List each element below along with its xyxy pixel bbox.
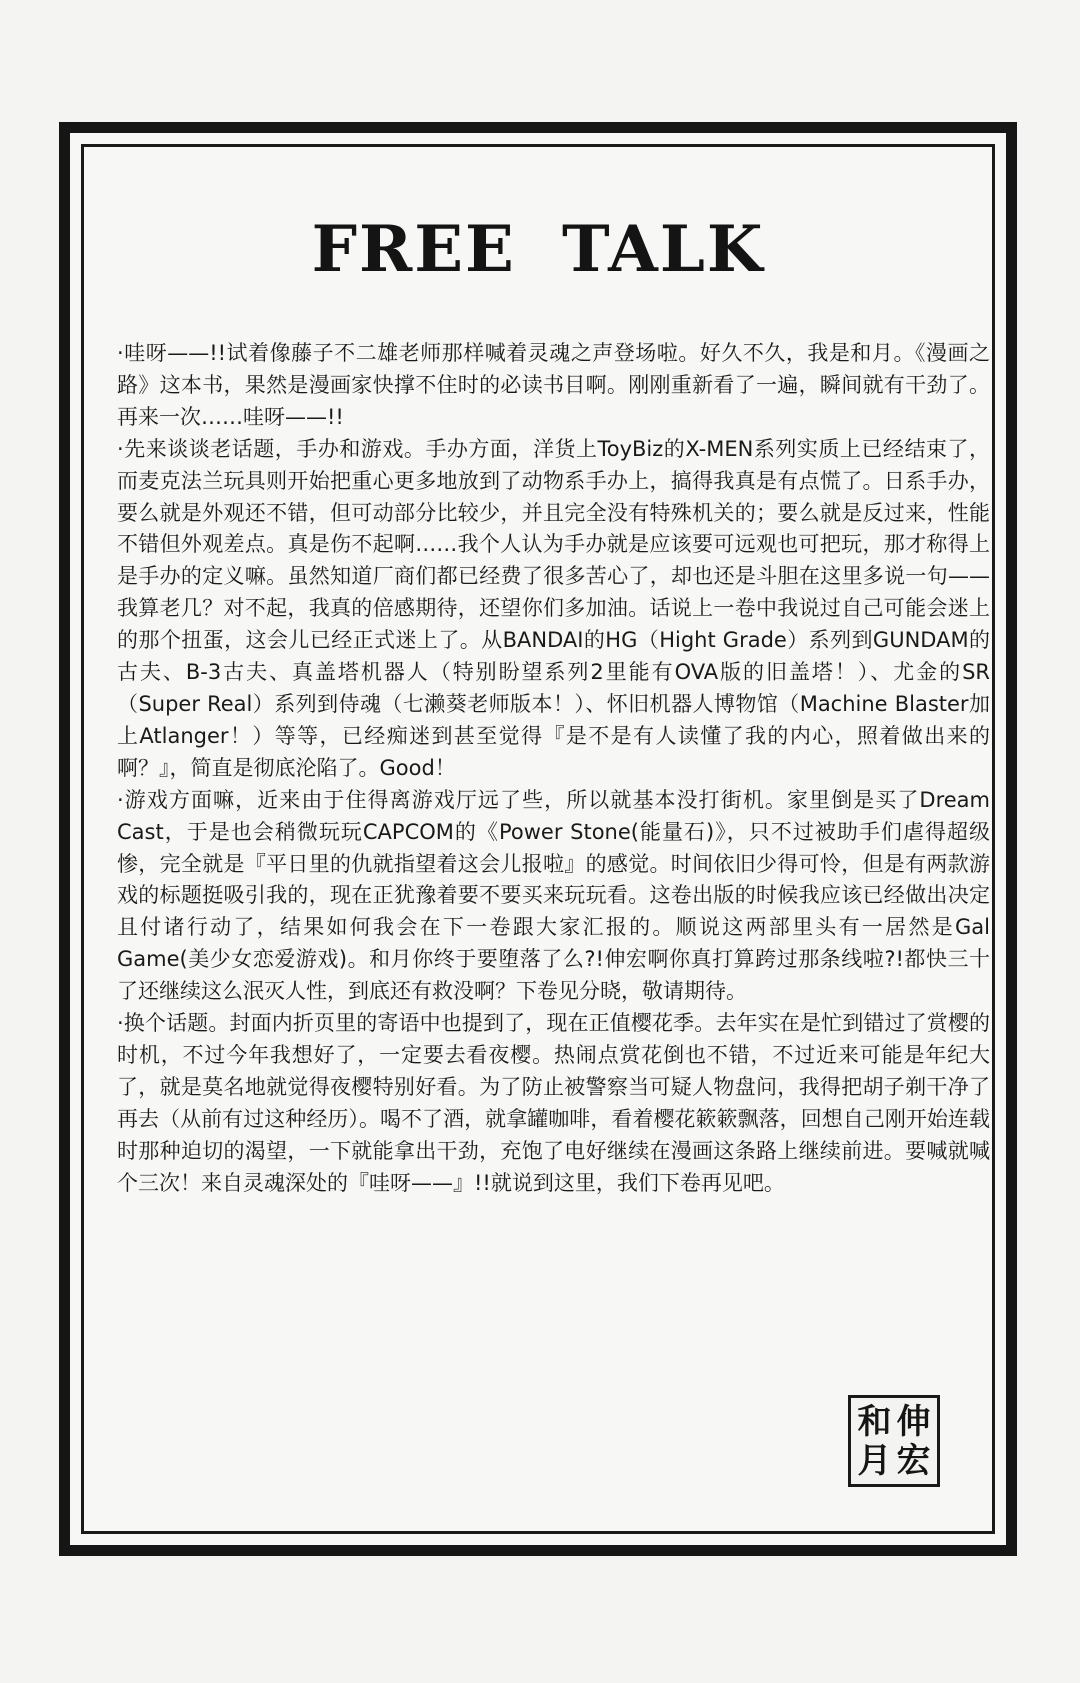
- page-frame: [59, 122, 1017, 1556]
- seal-char: 和: [857, 1401, 892, 1442]
- author-seal-stamp: [848, 1395, 940, 1487]
- seal-char: 宏: [896, 1440, 931, 1481]
- paragraph-intro: ·哇呀——!!试着像藤子不二雄老师那样喊着灵魂之声登场啦。好久不久，我是和月。《漫画之路》这本书，果然是漫画家快撑不住时的必读书目啊。刚刚重新看了一遍，瞬间就有干劲了。再来一次……哇呀——!!: [117, 341, 990, 429]
- inner-border: [81, 144, 995, 1534]
- paragraph-games: ·游戏方面嘛，近来由于住得离游戏厅远了些，所以就基本没打街机。家里倒是买了Dream Cast，于是也会稍微玩玩CAPCOM的《Power Stone(能量石)》，只不过被助手们虐得超级惨，完全就是『平日里的仇就指望着这会儿报啦』的感觉。时间依旧少得可怜，但是有两款游戏的标题挺吸引我的，现在正犹豫着要不要买来玩玩看。这卷出版的时候我应该已经做出决定且付诸行动了，结果如何我会在下一卷跟大家汇报的。顺说这两部里头有一居然是Gal Game(美少女恋爱游戏)。和月你终于要堕落了么?!伸宏啊你真打算跨过那条线啦?!都快三十了还继续这么泯灭人性，到底还有救没啊？下卷见分晓，敬请期待。: [117, 787, 990, 1004]
- paragraph-sakura: ·换个话题。封面内折页里的寄语中也提到了，现在正值樱花季。去年实在是忙到错过了赏樱的时机，不过今年我想好了，一定要去看夜樱。热闹点赏花倒也不错，不过近来可能是年纪大了，就是莫名地就觉得夜樱特别好看。为了防止被警察当可疑人物盘问，我得把胡子剃干净了再去（从前有过这种经历）。喝不了酒，就拿罐咖啡，看着樱花簌簌飘落，回想自己刚开始连载时那种迫切的渴望，一下就能拿出干劲，充饱了电好继续在漫画这条路上继续前进。要喊就喊个三次！来自灵魂深处的『哇呀——』!!就说到这里，我们下卷再见吧。: [117, 1011, 990, 1195]
- free-talk-body: [117, 338, 990, 1199]
- paragraph-figures: ·先来谈谈老话题，手办和游戏。手办方面，洋货上ToyBiz的X-MEN系列实质上已经结束了，而麦克法兰玩具则开始把重心更多地放到了动物系手办上，搞得我真是有点慌了。日系手办，要么就是外观还不错，但可动部分比较少，并且完全没有特殊机关的；要么就是反过来，性能不错但外观差点。真是伤不起啊……我个人认为手办就是应该要可远观也可把玩，那才称得上是手办的定义嘛。虽然知道厂商们都已经费了很多苦心了，却也还是斗胆在这里多说一句——我算老几？对不起，我真的倍感期待，还望你们多加油。话说上一卷中我说过自己可能会迷上的那个扭蛋，这会儿已经正式迷上了。从BANDAI的HG（Hight Grade）系列到GUNDAM的古夫、B-3古夫、真盖塔机器人（特别盼望系列2里能有OVA版的旧盖塔！）、尤金的SR（Super Real）系列到侍魂（七濑葵老师版本！）、怀旧机器人博物馆（Machine Blaster加上Atlanger！）等等，已经痴迷到甚至觉得『是不是有人读懂了我的内心，照着做出来的啊？』，简直是彻底沦陷了。Good！: [117, 436, 990, 780]
- seal-char: 伸: [896, 1401, 931, 1442]
- page-title: FREE TALK: [311, 212, 765, 287]
- seal-char: 月: [857, 1440, 892, 1481]
